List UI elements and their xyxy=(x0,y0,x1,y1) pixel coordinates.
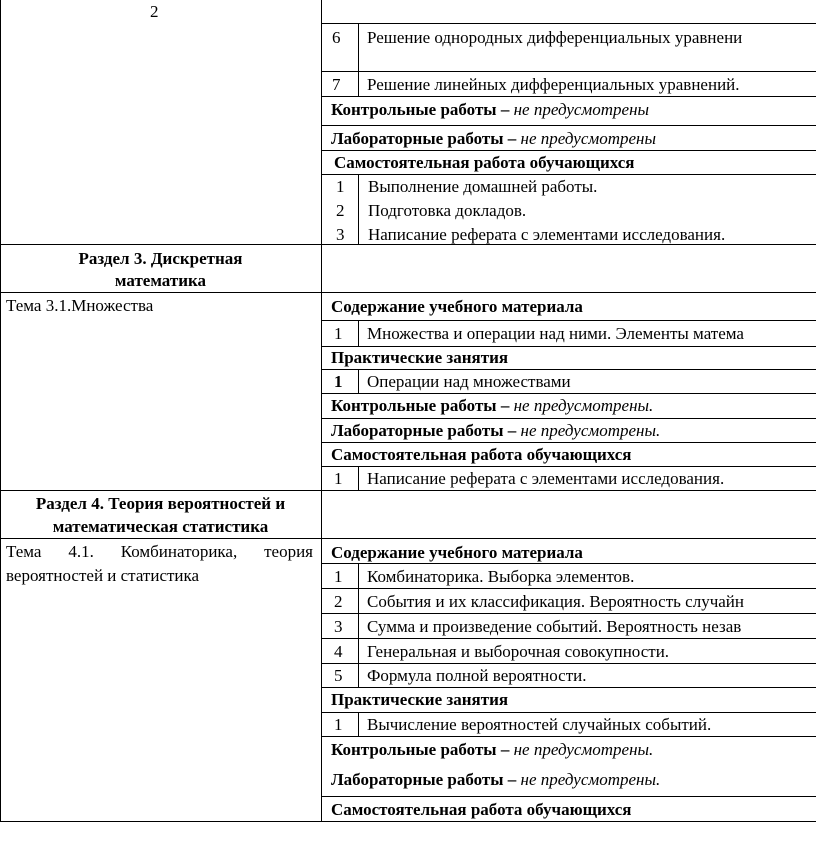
lab-works-label: Лабораторные работы – xyxy=(331,770,517,789)
control-works-row xyxy=(331,740,653,760)
num-column-divider xyxy=(358,320,359,346)
row-number: 1 xyxy=(334,567,343,586)
row-text: Написание реферата с элементами исследования. xyxy=(368,225,726,244)
control-works-label: Контрольные работы – xyxy=(331,100,510,119)
control-works-note: не предусмотрены. xyxy=(509,740,654,759)
row-number: 5 xyxy=(334,666,343,685)
control-works-label: Контрольные работы – xyxy=(331,740,510,759)
section-title-line2: математика xyxy=(114,271,207,290)
row-number: 7 xyxy=(332,75,341,94)
row-divider xyxy=(321,796,816,797)
row-divider xyxy=(321,466,816,467)
row-text: Сумма и произведение событий. Вероятность незав xyxy=(367,617,742,636)
row-number: 4 xyxy=(334,642,343,661)
section-title: Раздел 4. Теория вероятностей и xyxy=(35,494,286,513)
column-divider xyxy=(321,0,322,822)
lab-works-row xyxy=(331,421,660,441)
row-divider xyxy=(321,125,816,126)
topic-word: 4.1. xyxy=(68,542,94,561)
self-study-heading: Самостоятельная работа обучающихся xyxy=(331,800,632,819)
row-divider xyxy=(321,712,816,713)
lab-works-note: не предусмотрены xyxy=(516,129,656,148)
topic-word: Тема xyxy=(6,542,42,561)
row-divider xyxy=(321,663,816,664)
row-divider xyxy=(321,320,816,321)
practice-heading: Практические занятия xyxy=(331,348,509,367)
content-heading: Содержание учебного материала xyxy=(331,297,583,316)
row-divider xyxy=(321,418,816,419)
lab-works-row xyxy=(331,129,656,149)
row-number: 2 xyxy=(334,592,343,611)
row-divider xyxy=(321,563,816,564)
num-column-divider xyxy=(358,174,359,244)
table-border-bottom xyxy=(0,821,816,822)
control-works-note: не предусмотрены xyxy=(509,100,650,119)
section-divider xyxy=(0,490,816,491)
row-text: Вычисление вероятностей случайных событий. xyxy=(367,715,712,734)
content-heading: Содержание учебного материала xyxy=(331,543,583,562)
row-text: Множества и операции над ними. Элементы матема xyxy=(367,324,744,343)
topic-title: Тема 3.1.Множества xyxy=(6,296,154,315)
row-divider xyxy=(321,393,816,394)
row-divider xyxy=(321,588,816,589)
topic-title xyxy=(6,542,313,562)
row-divider xyxy=(321,71,816,72)
row-text: Решение линейных дифференциальных уравнений. xyxy=(367,75,740,94)
topic-word: Комбинаторика, xyxy=(120,542,238,561)
row-number: 1 xyxy=(334,715,343,734)
row-number: 1 xyxy=(336,177,345,196)
self-study-heading: Самостоятельная работа обучающихся xyxy=(334,153,635,172)
row-number: 6 xyxy=(332,28,341,47)
num-column-divider xyxy=(358,369,359,393)
row-number: 1 xyxy=(334,469,343,488)
section-title-line2: математическая статистика xyxy=(52,517,269,536)
num-column-divider xyxy=(358,466,359,490)
row-divider xyxy=(321,687,816,688)
row-number: 3 xyxy=(334,617,343,636)
control-works-row xyxy=(331,100,649,120)
row-text: Выполнение домашней работы. xyxy=(368,177,598,196)
num-column-divider xyxy=(358,712,359,736)
row-divider xyxy=(321,23,816,24)
num-column-divider xyxy=(358,563,359,687)
row-number: 1 xyxy=(334,372,343,391)
row-number: 3 xyxy=(336,225,345,244)
row-text: Комбинаторика. Выборка элементов. xyxy=(367,567,635,586)
row-text: События и их классификация. Вероятность случайн xyxy=(367,592,744,611)
topic-word: теория xyxy=(264,542,313,561)
lab-works-note: не предусмотрены. xyxy=(516,421,661,440)
row-divider xyxy=(321,369,816,370)
row-text: Написание реферата с элементами исследования. xyxy=(367,469,725,488)
row-text: Операции над множествами xyxy=(367,372,571,391)
section-title: Раздел 3. Дискретная xyxy=(78,249,243,268)
control-works-note: не предусмотрены. xyxy=(509,396,654,415)
row-text: Генеральная и выборочная совокупности. xyxy=(367,642,670,661)
row-divider xyxy=(321,174,816,175)
section-divider xyxy=(0,292,816,293)
lab-works-row xyxy=(331,770,660,790)
control-works-row xyxy=(331,396,653,416)
page-number: 2 xyxy=(150,2,159,21)
self-study-heading: Самостоятельная работа обучающихся xyxy=(331,445,632,464)
section-divider xyxy=(0,538,816,539)
row-number: 2 xyxy=(336,201,345,220)
control-works-label: Контрольные работы – xyxy=(331,396,510,415)
row-text: Формула полной вероятности. xyxy=(367,666,587,685)
lab-works-label: Лабораторные работы – xyxy=(331,129,517,148)
row-number: 1 xyxy=(334,324,343,343)
row-text: Решение однородных дифференциальных уравнени xyxy=(367,28,743,47)
row-text: Подготовка докладов. xyxy=(368,201,527,220)
row-divider xyxy=(321,613,816,614)
topic-title-line2: вероятностей и статистика xyxy=(6,566,200,585)
row-divider xyxy=(321,638,816,639)
num-column-divider xyxy=(358,23,359,96)
row-divider xyxy=(321,736,816,737)
lab-works-label: Лабораторные работы – xyxy=(331,421,517,440)
practice-heading: Практические занятия xyxy=(331,690,509,709)
row-divider xyxy=(321,96,816,97)
row-divider xyxy=(321,442,816,443)
row-divider xyxy=(321,346,816,347)
lab-works-note: не предусмотрены. xyxy=(516,770,661,789)
row-divider xyxy=(321,150,816,151)
table-border-left xyxy=(0,0,1,822)
